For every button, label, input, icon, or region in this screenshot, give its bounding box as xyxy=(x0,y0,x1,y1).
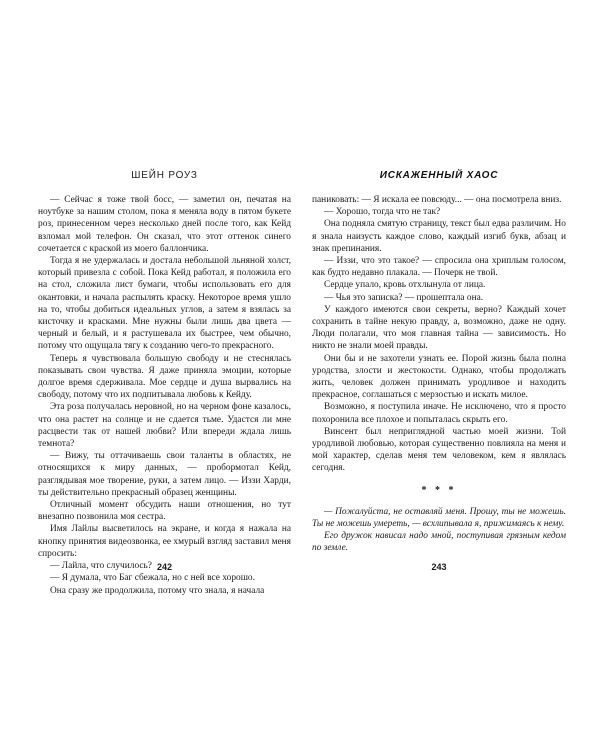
left-page-body xyxy=(38,194,291,597)
paragraph: Винсент был неприглядной частью моей жизни. Той уродливой любовью, которая существенно повлияла на меня и мой характер, сделав меня тем человеком, кем я являлась сегодня. xyxy=(312,426,566,474)
paragraph: — Иззи, что это такое? — спросила она хриплым голосом, как будто недавно плакала. — Почерк не твой. xyxy=(312,256,566,279)
italic-paragraph: Его дружок нависал надо мной, поступивая грязным кедом по земле. xyxy=(312,531,566,554)
paragraph: паниковать: — Я искала ее повсюду... — она посмотрела вниз. xyxy=(312,195,562,205)
paragraph: У каждого имеются свои секреты, верно? Каждый хочет сохранить в тайне некую правду, а, возможно, даже не одну. Люди полагали, что моя главная тайна — зависимость. Но никто не знали моей правды. xyxy=(312,304,566,352)
paragraph: Возможно, я поступила иначе. Не исключено, что я просто похоронила все плохое и попыталась скрыть его. xyxy=(312,402,566,425)
paragraph: — Чья это записка? — прошептала она. xyxy=(324,292,484,303)
page-number-right: 243 xyxy=(431,562,447,572)
section-separator: * * * xyxy=(421,484,457,496)
paragraph: Отличный момент обсудить наши отношения, но тут внезапно позвонила моя сестра. xyxy=(38,500,291,523)
paragraph: — Сейчас я тоже твой босс, — заметил он, печатая на ноутбуке за нашим столом, пока я меняла воду в пятом букете роз, принесенном через несколько дней после того, как Кейд взломал мой телефон. Он сказал, что этот оттенок синего сочетается с краской из моего баллончика. xyxy=(38,195,291,254)
paragraph: Теперь я чувствовала большую свободу и не стеснялась показывать свои чувства. Я даже приняла эмоции, которые долгое время сдерживала. Мое сердце и душа вырвались на свободу, потому что их подпитывала любовь к Кейду. xyxy=(38,353,291,401)
page-number-left: 242 xyxy=(156,562,173,572)
running-header-right: ИСКАЖЕННЫЙ ХАОС xyxy=(379,170,499,181)
paragraph: — Я думала, что Баг сбежала, но с ней все хорошо. xyxy=(50,573,255,584)
paragraph: Сердце упало, кровь отхлынула от лица. xyxy=(324,280,486,291)
italic-paragraph: — Пожалуйста, не оставляй меня. Прошу, ты не можешь. Ты не можешь умереть, — всхлипывала я, прижимаясь к нему. xyxy=(312,506,566,529)
paragraph: Она подняла смятую страницу, текст был едва различим. Но я знала наизусть каждое слово, каждый изгиб букв, абзац и знак препинания. xyxy=(312,219,566,254)
paragraph: Имя Лайлы высветилось на экране, и когда я нажала на кнопку принятия видеозвонка, ее хмурый взгляд заставил меня спросить: xyxy=(38,524,291,559)
right-page-body xyxy=(312,194,566,554)
right-page xyxy=(312,168,566,572)
paragraph: — Лайла, что случилось? xyxy=(50,561,152,572)
paragraph: Тогда я не удержалась и достала небольшой льняной холст, который привезла с собой. Пока Кейд работал, я положила его на стол, сложила лист бумаги, чтобы использовать его для окантовки, и начала распылять краску. Некоторое время ушло на то, чтобы добиться идеальных углов, а затем я взялась за кисточку и красками. Мне нужны были лишь два цвета — черный и белый, и я растушевала их быстрее, чем обычно, потому что ощущала тягу к созданию чего-то прекрасного. xyxy=(38,256,291,352)
running-header-left: ШЕЙН РОУЗ xyxy=(131,170,198,181)
paragraph: Эта роза получалась неровной, но на черном фоне казалось, что она растет на солнце и не сдается тьме. Удастся ли мне расцвести так от нашей любви? Или впереди ждала лишь темнота? xyxy=(38,402,291,450)
left-page xyxy=(38,168,291,596)
paragraph: — Вижу, ты оттачиваешь свои таланты в областях, не относящихся к миру данных, — пробормотал Кейд, разглядывая мое творение, руки, а затем лицо. — Иззи Харди, ты действительно прекрасный образец женщины. xyxy=(38,451,291,498)
paragraph: Они бы и не захотели узнать ее. Порой жизнь была полна уродства, злости и жестокости. Однако, чтобы продолжать жить, человек должен принимать уродливое и находить прекрасное, соглашаться с мерзостью и искать милое. xyxy=(312,353,566,401)
paragraph: Она сразу же продолжила, потому что знала, я начала xyxy=(50,585,265,596)
paragraph: — Хорошо, тогда что не так? xyxy=(324,207,441,218)
